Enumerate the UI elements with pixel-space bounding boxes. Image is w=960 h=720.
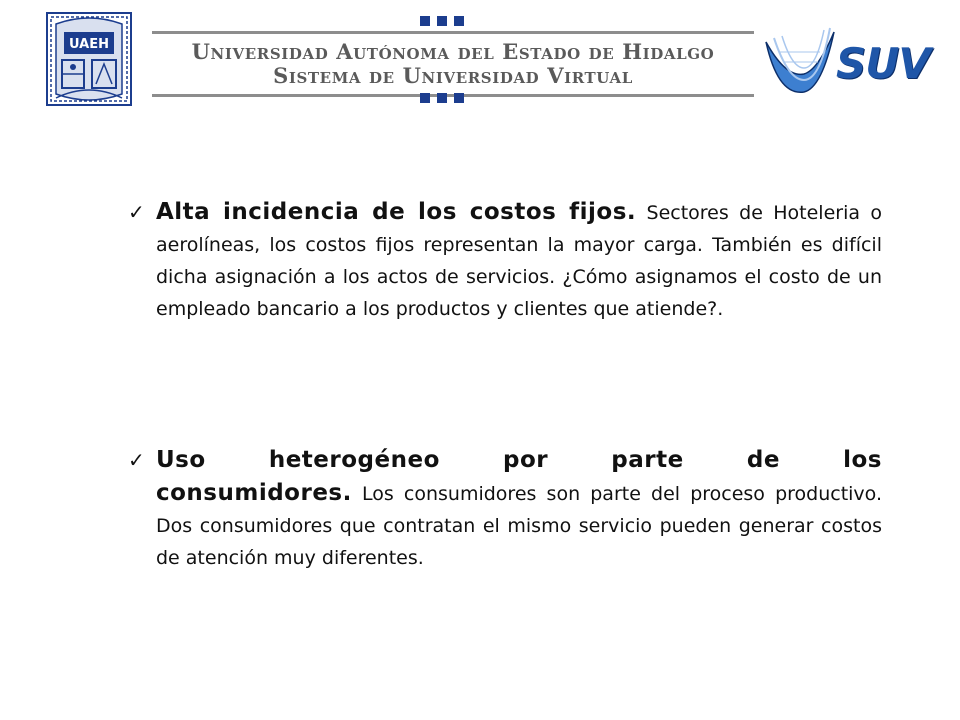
bullet-paragraph: [156, 444, 882, 574]
university-title: [152, 40, 754, 88]
bullet-lead-text: Alta incidencia de los costos fijos.: [156, 199, 637, 225]
checkmark-icon: ✓: [128, 200, 145, 224]
header-squares-top: [420, 16, 464, 26]
header-squares-bottom: [420, 93, 464, 103]
bullet-body-text: Sectores de Hoteleria o aerolíneas, los costos fijos representan la mayor carga. También es difícil dicha asignación a los actos de servicios. ¿Cómo asignamos el costo de un empleado bancario a los productos y clientes que atiende?.: [156, 202, 882, 320]
bullet-item-heterogeneous-use: [128, 444, 882, 574]
header-rule-top: [152, 31, 754, 34]
checkmark-icon: ✓: [128, 448, 145, 472]
uaeh-seal-logo: [46, 12, 132, 106]
bullet-paragraph: [156, 196, 882, 325]
suv-logo-text: SUV: [836, 39, 930, 88]
header-title-block: [152, 14, 754, 106]
bullet-lead-part1: Uso heterogéneo por parte de los: [156, 447, 882, 473]
slide-header: [0, 0, 960, 120]
virtual-system-name: Sistema de Universidad Virtual: [273, 63, 633, 88]
svg-text:UAEH: UAEH: [69, 37, 109, 52]
bullet-item-fixed-costs: [128, 196, 882, 325]
university-name: Universidad Autónoma del Estado de Hidalgo: [191, 39, 715, 64]
bullet-lead-part2: consumidores.: [156, 480, 352, 506]
bullet-body-text: Los consumidores son parte del proceso productivo. Dos consumidores que contratan el mismo servicio pueden generar costos de atención muy diferentes.: [156, 483, 882, 569]
